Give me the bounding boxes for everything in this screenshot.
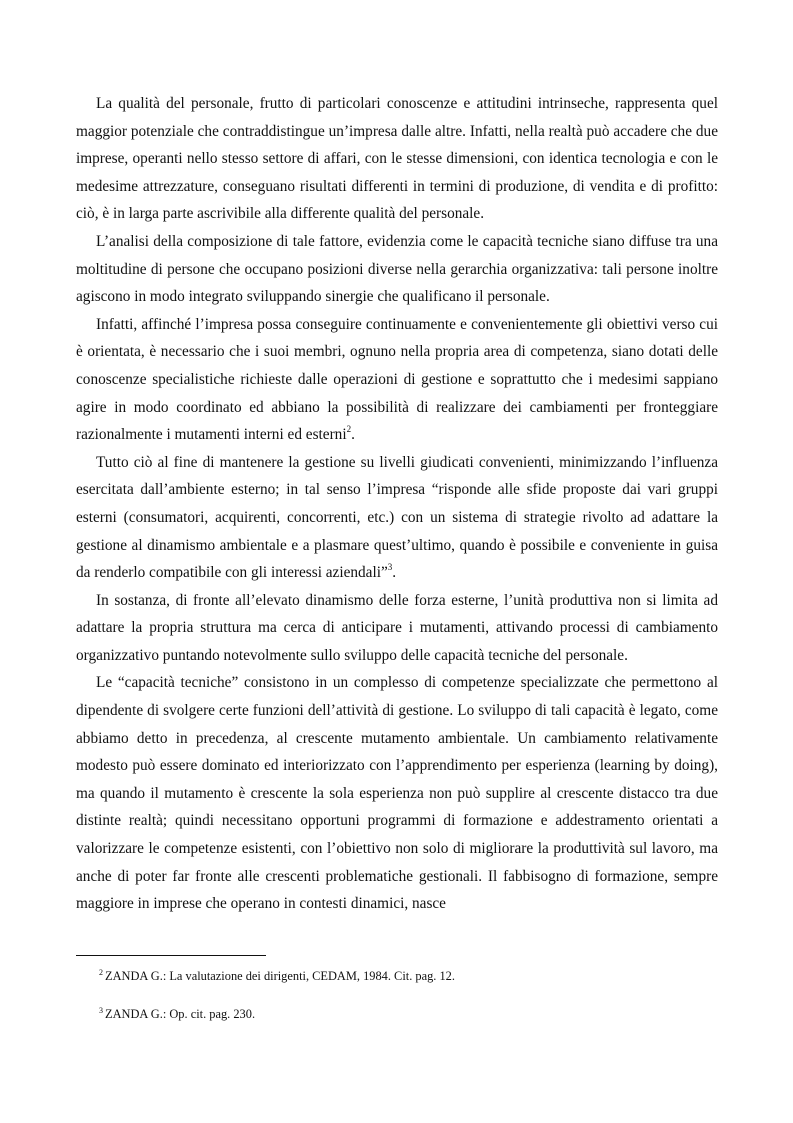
footnote-ref-2[interactable]: 2 bbox=[346, 424, 352, 435]
paragraph-tail: . bbox=[351, 426, 355, 444]
paragraph-6 bbox=[76, 669, 718, 917]
paragraph-tail: . bbox=[392, 564, 397, 582]
paragraph-text: Le “capacità tecniche” consistono in un complesso di competenze specializzate che permettono al dipendente di svolgere certe funzioni dell’attività di gestione. Lo sviluppo di tali capacità è legato, come abbiamo detto in precedenza, al crescente mutamento ambientale. Un cambiamento relativamente modesto può essere dominato ed interiorizzato con l’apprendimento per esperienza (learning by doing), ma quando il mutamento è crescente la sola esperienza non può supplire al crescente distacco tra due distinte realtà; quindi necessitano opportuni programmi di formazione e addestramento orientati a valorizzare le competenze esistenti, con l’obiettivo non solo di migliorare la produttività sul lavoro, ma anche di poter far fronte alle crescenti problematiche gestionali. Il fabbisogno di formazione, sempre maggiore in imprese che operano in contesti dinamici, nasce bbox=[76, 674, 718, 913]
paragraph-text: Tutto ciò al fine di mantenere la gestione su livelli giudicati convenienti, minimizzando l’influenza esercitata dall’ambiente esterno; in tal senso l’impresa “risponde alle sfide proposte dai vari gruppi esterni (consumatori, acquirenti, concorrenti, etc.) con un sistema di strategie rivolto ad adattare la gestione al dinamismo ambientale e a plasmare quest’ultimo, quando è possibile e conveniente in guisa da renderlo compatibile con gli interessi aziendali” bbox=[76, 453, 718, 582]
footnote-3 bbox=[99, 1006, 255, 1022]
paragraph-5 bbox=[76, 587, 718, 670]
paragraph-text: La qualità del personale, frutto di particolari conoscenze e attitudini intrinseche, rappresenta quel maggior potenziale che contraddistingue un’impresa dalle altre. Infatti, nella realtà può accadere che due imprese, operanti nello stesso settore di affari, con le stesse dimensioni, con identica tecnologia e con le medesime attrezzature, conseguano risultati differenti in termini di produzione, di vendita e di profitto: ciò, è in larga parte ascrivibile alla differente qualità del personale. bbox=[76, 95, 718, 223]
footnote-ref-3[interactable]: 3 bbox=[387, 562, 393, 573]
paragraph-text: L’analisi della composizione di tale fattore, evidenzia come le capacità tecniche siano diffuse tra una moltitudine di persone che occupano posizioni diverse nella gerarchia organizzativa: tali persone inoltre agiscono in modo integrato sviluppando sinergie che qualificano il personale. bbox=[76, 232, 718, 306]
paragraph-text: In sostanza, di fronte all’elevato dinamismo delle forza esterne, l’unità produttiva non si limita ad adattare la propria struttura ma cerca di anticipare i mutamenti, attivando processi di cambiamento organizzativo puntando notevolmente sullo sviluppo delle capacità tecniche del personale. bbox=[76, 591, 718, 664]
footnote-text: ZANDA G.: La valutazione dei dirigenti, CEDAM, 1984. Cit. pag. 12. bbox=[105, 969, 455, 983]
paragraph-text: Infatti, affinché l’impresa possa conseguire continuamente e convenientemente gli obiettivi verso cui è orientata, è necessario che i suoi membri, ognuno nella propria area di competenza, siano dotati delle conoscenze specialistiche richieste dalle operazioni di gestione e soprattutto che i medesimi sappiano agire in modo coordinato ed abbiano la possibilità di realizzare dei cambiamenti per fronteggiare razionalmente i mutamenti interni ed esterni bbox=[76, 315, 718, 444]
footnote-text: ZANDA G.: Op. cit. pag. 230. bbox=[105, 1007, 256, 1021]
paragraph-4 bbox=[76, 449, 718, 587]
paragraph-2 bbox=[76, 228, 718, 311]
footnote-2 bbox=[99, 968, 455, 984]
footnote-number: 3 bbox=[99, 1006, 103, 1015]
document-body bbox=[76, 90, 718, 918]
footnote-number: 2 bbox=[99, 968, 103, 977]
paragraph-3 bbox=[76, 311, 718, 449]
footnote-divider bbox=[76, 955, 266, 956]
paragraph-1 bbox=[76, 90, 718, 228]
